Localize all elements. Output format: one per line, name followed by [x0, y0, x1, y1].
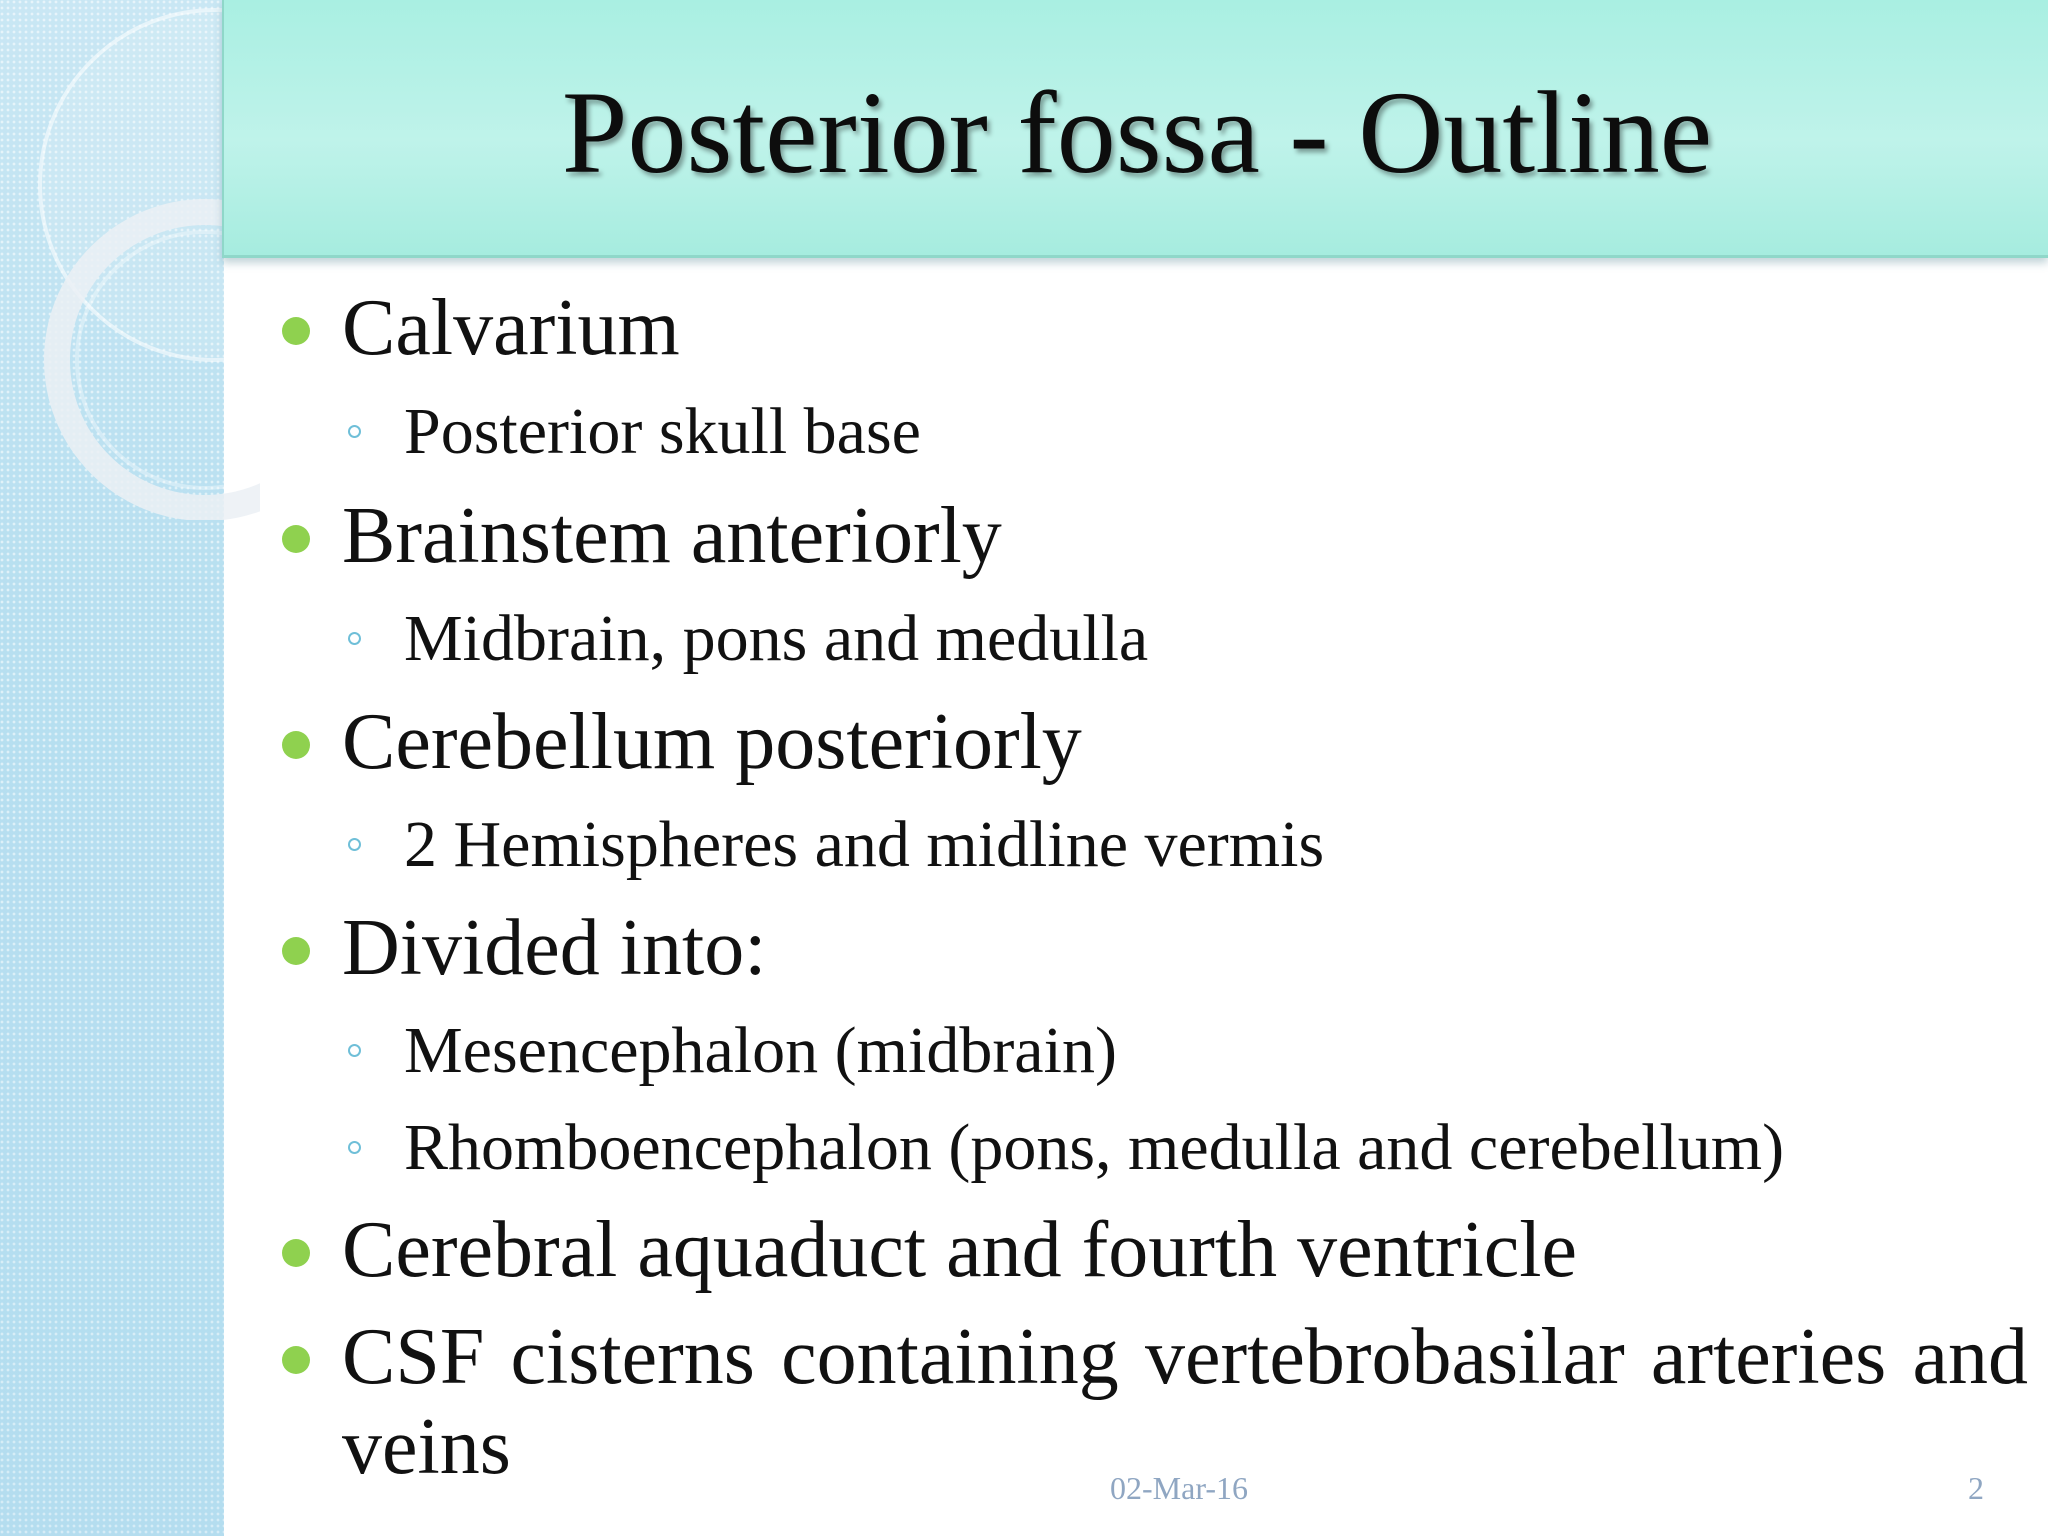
- bullet-dot-icon: [282, 731, 310, 759]
- bullet-dot-icon: [282, 937, 310, 965]
- sub-bullet-ring-icon: [348, 425, 361, 438]
- sub-bullet-text: Posterior skull base: [404, 395, 921, 468]
- sub-bullet-ring-icon: [348, 1044, 361, 1057]
- bullet-dot-icon: [282, 525, 310, 553]
- sub-bullet-ring-icon: [348, 1141, 361, 1154]
- sub-bullet-text: Midbrain, pons and medulla: [404, 602, 1149, 675]
- bullet-dot-icon: [282, 1346, 310, 1374]
- footer-date: 02-Mar-16: [1110, 1470, 1248, 1506]
- bullet-text: Calvarium: [342, 284, 680, 372]
- bullet-dot-icon: [282, 1239, 310, 1267]
- bullet-text: Brainstem anteriorly: [342, 492, 1002, 580]
- sub-bullet-text: Rhomboencephalon (pons, medulla and cerebellum): [404, 1111, 1785, 1184]
- sub-bullet-text: 2 Hemispheres and midline vermis: [404, 808, 1325, 881]
- bullet-text: Divided into:: [342, 904, 767, 992]
- slide-number: 2: [1968, 1470, 1984, 1506]
- sub-bullet-ring-icon: [348, 838, 361, 851]
- bullet-text: Cerebellum posteriorly: [342, 698, 1082, 786]
- bullet-dot-icon: [282, 317, 310, 345]
- slide-title: Posterior fossa - Outline: [561, 67, 1713, 198]
- bullet-text: CSF cisterns containing vertebrobasilar arteries and veins: [342, 1313, 2028, 1491]
- sub-bullet-ring-icon: [348, 632, 361, 645]
- sub-bullet-text: Mesencephalon (midbrain): [404, 1014, 1117, 1087]
- bullet-text: Cerebral aquaduct and fourth ventricle: [342, 1206, 1577, 1294]
